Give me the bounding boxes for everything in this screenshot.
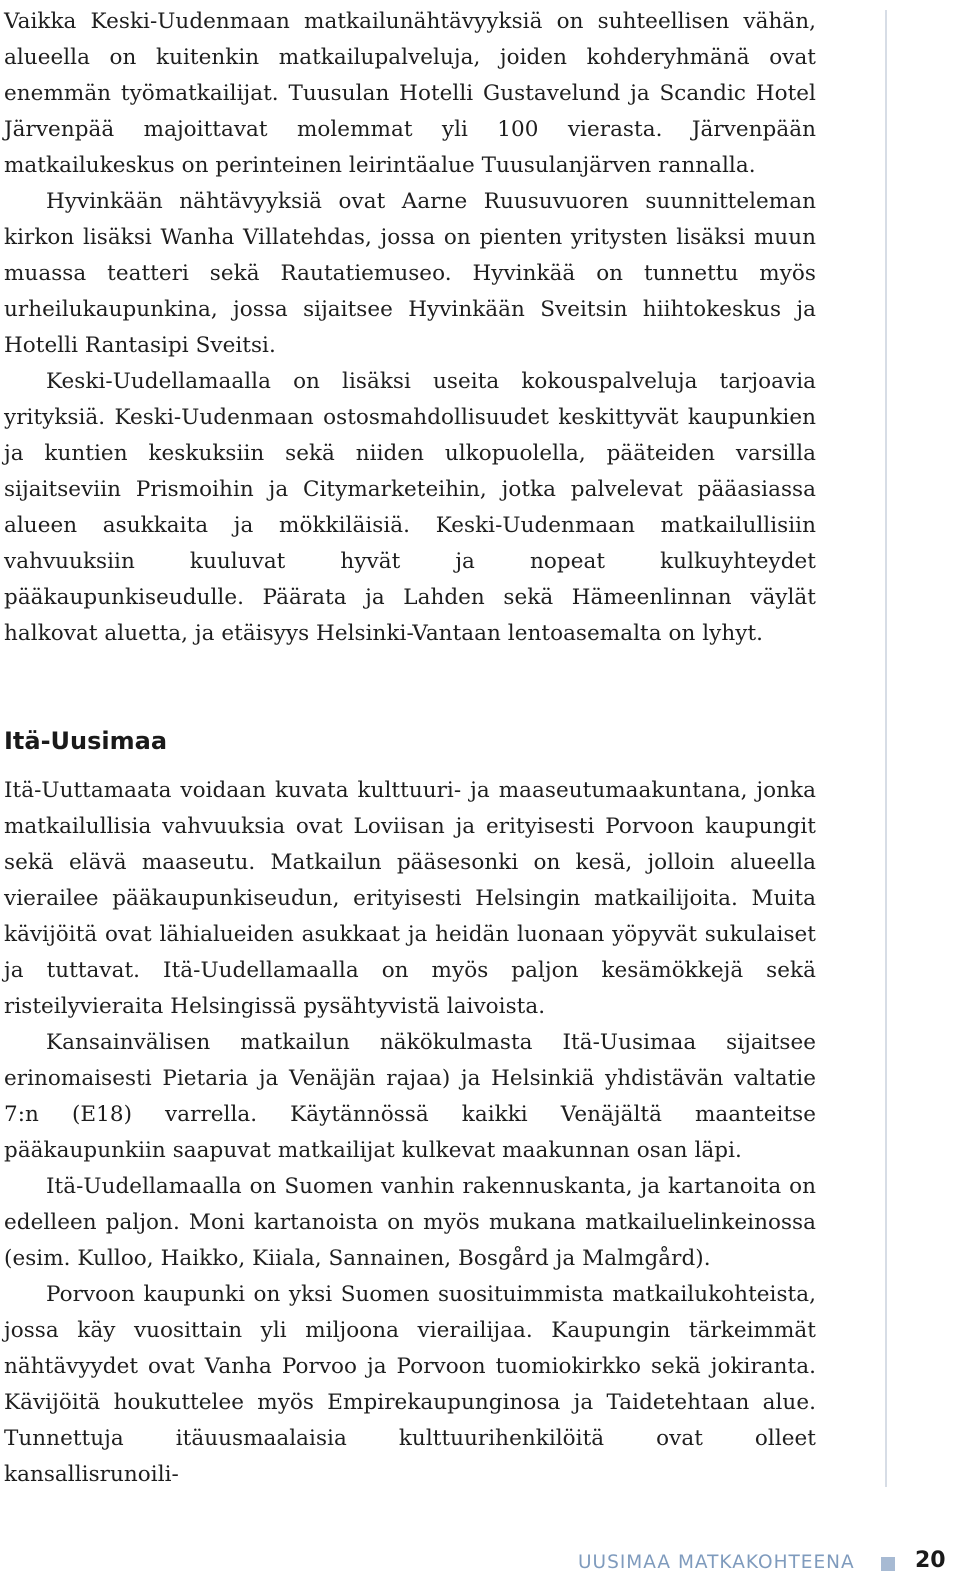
section-heading: Itä-Uusimaa bbox=[4, 727, 168, 755]
section-paragraph-4: Porvoon kaupunki on yksi Suomen suosituimmista matkailukohteista, jossa käy vuosittain yli miljoona vierailijaa. Kaupungin tärkeimmät nähtävyydet ovat Vanha Porvoo ja Porvoon tuomiokirkko sekä jokiranta. Kävijöitä houkuttelee myös Empirekaupunginosa ja Taidetehtaan alue. Tunnettuja itäuusmaalaisia kulttuurihenkilöitä ovat olleet kansallisrunoili- bbox=[4, 1282, 816, 1487]
page-footer bbox=[0, 1549, 960, 1579]
body-paragraph-2: Hyvinkään nähtävyyksiä ovat Aarne Ruusuvuoren suunnitteleman kirkon lisäksi Wanha Villatehdas, jossa on pienten yritysten lisäksi muun muassa teatteri sekä Rautatiemuseo. Hyvinkää on tunnettu myös urheilukaupunkina, jossa sijaitsee Hyvinkään Sveitsin hiihtokeskus ja Hotelli Rantasipi Sveitsi. bbox=[4, 189, 816, 358]
section-paragraph-1: Itä-Uuttamaata voidaan kuvata kulttuuri- ja maaseutumaakuntana, jonka matkailullisia vahvuuksia ovat Loviisan ja erityisesti Porvoon kaupungit sekä elävä maaseutu. Matkailun pääsesonki on kesä, jolloin alueella vierailee pääkaupunkiseudun, erityisesti Helsingin matkailijoita. Muita kävijöitä ovat lähialueiden asukkaat ja heidän luonaan yöpyvät sukulaiset ja tuttavat. Itä-Uudellamaalla on myös paljon kesämökkejä sekä risteilyvieraita Helsingissä pysähtyvistä laivoista. bbox=[4, 778, 816, 1019]
footer-title: UUSIMAA MATKAKOHTEENA bbox=[578, 1552, 855, 1573]
body-paragraph-3: Keski-Uudellamaalla on lisäksi useita kokouspalveluja tarjoavia yrityksiä. Keski-Uudenmaan ostosmahdollisuudet keskittyvät kaupunkien ja kuntien keskuksiin sekä niiden ulkopuolella, pääteiden varsilla sijaitseviin Prismoihin ja Citymarketeihin, jotka palvelevat pääasiassa alueen asukkaita ja mökkiläisiä. Keski-Uudenmaan matkailullisiin vahvuuksiin kuuluvat hyvät ja nopeat kulkuyhteydet pääkaupunkiseudulle. Päärata ja Lahden sekä Hämeenlinnan väylät halkovat aluetta, ja etäisyys Helsinki-Vantaan lentoasemalta on lyhyt. bbox=[4, 369, 816, 646]
footer-square-icon bbox=[881, 1557, 895, 1571]
main-text-column bbox=[4, 4, 816, 1493]
side-divider-line bbox=[885, 10, 887, 1487]
body-paragraph-1: Vaikka Keski-Uudenmaan matkailunähtävyyksiä on suhteellisen vähän, alueella on kuitenkin matkailupalveluja, joiden kohderyhmänä ovat enemmän työmatkailijat. Tuusulan Hotelli Gustavelund ja Scandic Hotel Järvenpää majoittavat molemmat yli 100 vierasta. Järvenpään matkailukeskus on perinteinen leirintäalue Tuusulanjärven rannalla. bbox=[4, 9, 816, 178]
section-paragraph-2: Kansainvälisen matkailun näkökulmasta Itä-Uusimaa sijaitsee erinomaisesti Pietaria ja Venäjän rajaa) ja Helsinkiä yhdistävän valtatie 7:n (E18) varrella. Käytännössä kaikki Venäjältä maanteitse pääkaupunkiin saapuvat matkailijat kulkevat maakunnan osan läpi. bbox=[4, 1030, 816, 1163]
page-number: 20 bbox=[915, 1548, 946, 1573]
section-paragraph-3: Itä-Uudellamaalla on Suomen vanhin rakennuskanta, ja kartanoita on edelleen paljon. Moni kartanoista on myös mukana matkailuelinkeinossa (esim. Kulloo, Haikko, Kiiala, Sannainen, Bosgård ja Malmgård). bbox=[4, 1174, 816, 1271]
